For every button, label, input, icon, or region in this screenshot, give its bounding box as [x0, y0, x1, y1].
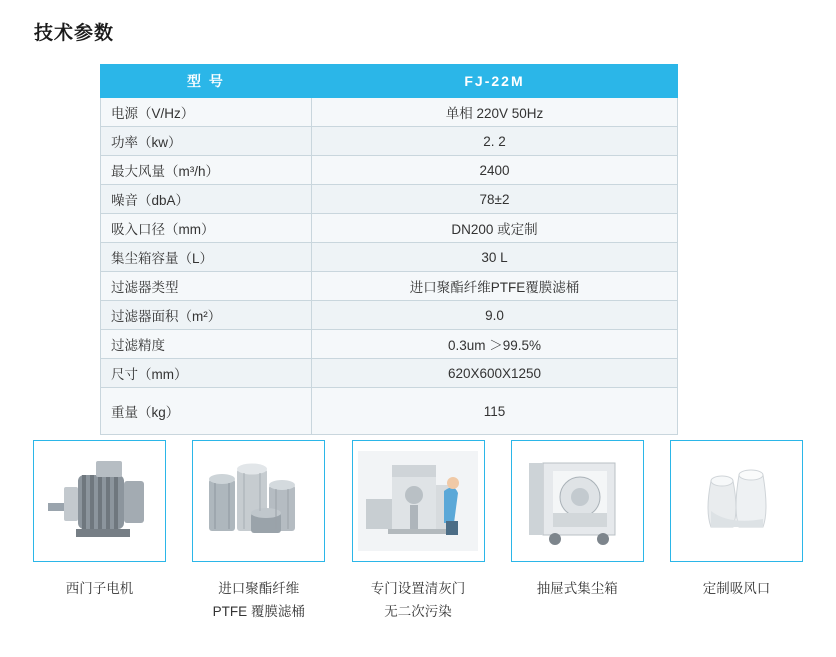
- feature-caption: [703, 578, 771, 601]
- feature-thumbnail: [192, 440, 325, 562]
- row-label: 过滤器面积（m²）: [101, 301, 312, 330]
- row-value: 单相 220V 50Hz: [312, 98, 678, 127]
- row-value: 2400: [312, 156, 678, 185]
- row-label: 吸入口径（mm）: [101, 214, 312, 243]
- row-label: 电源（V/Hz）: [101, 98, 312, 127]
- feature-caption: [537, 578, 618, 601]
- row-value: 0.3um ＞99.5%: [312, 330, 678, 359]
- table-row: [101, 301, 678, 330]
- row-value: 30 L: [312, 243, 678, 272]
- motor-icon: [40, 451, 160, 551]
- table-row: [101, 272, 678, 301]
- feature-thumbnail: [352, 440, 485, 562]
- filter-cartridges-icon: [199, 451, 319, 551]
- table-row: [101, 330, 678, 359]
- page-title: 技术参数: [34, 23, 115, 44]
- table-row: [101, 359, 678, 388]
- cleaning-door-icon: [358, 451, 478, 551]
- feature-item: [347, 440, 490, 624]
- feature-caption: [371, 578, 466, 624]
- row-label: 功率（kw）: [101, 127, 312, 156]
- feature-caption-line1: 进口聚酯纤维: [218, 581, 300, 596]
- feature-caption-line2: 无二次污染: [384, 603, 452, 619]
- row-label: 最大风量（m³/h）: [101, 156, 312, 185]
- feature-caption: [213, 578, 305, 624]
- row-label: 重量（kg）: [101, 388, 312, 435]
- feature-item: [28, 440, 171, 624]
- row-label: 过滤器类型: [101, 272, 312, 301]
- feature-item: [506, 440, 649, 624]
- feature-thumbnail: [33, 440, 166, 562]
- table-row: [101, 243, 678, 272]
- row-label: 集尘箱容量（L）: [101, 243, 312, 272]
- row-value: DN200 或定制: [312, 214, 678, 243]
- feature-caption-line1: 专门设置清灰门: [370, 581, 466, 596]
- table-header-value: FJ-22M: [312, 65, 678, 98]
- row-value: 进口聚酯纤维PTFE覆膜滤桶: [312, 272, 678, 301]
- row-value: 115: [312, 388, 678, 435]
- feature-caption-line1: 定制吸风口: [702, 581, 771, 596]
- row-label: 噪音（dbA）: [101, 185, 312, 214]
- feature-gallery: [0, 440, 836, 624]
- feature-thumbnail: [511, 440, 644, 562]
- feature-caption-line2: PTFE 覆膜滤桶: [212, 603, 305, 619]
- table-header-label: 型 号: [101, 65, 312, 98]
- suction-inlet-icon: [677, 451, 797, 551]
- specifications-table: [100, 64, 678, 435]
- row-value: 9.0: [312, 301, 678, 330]
- feature-thumbnail: [670, 440, 803, 562]
- feature-caption-line1: 抽屉式集尘箱: [536, 581, 618, 596]
- table-row: [101, 98, 678, 127]
- table-row: [101, 156, 678, 185]
- table-row: [101, 388, 678, 435]
- row-value: 78±2: [312, 185, 678, 214]
- feature-caption-line1: 西门子电机: [65, 581, 134, 596]
- feature-item: [187, 440, 330, 624]
- row-label: 尺寸（mm）: [101, 359, 312, 388]
- table-row: [101, 127, 678, 156]
- row-value: 2. 2: [312, 127, 678, 156]
- feature-caption: [66, 578, 134, 601]
- dust-drawer-icon: [517, 451, 637, 551]
- table-row: [101, 185, 678, 214]
- row-value: 620X600X1250: [312, 359, 678, 388]
- table-row: [101, 214, 678, 243]
- row-label: 过滤精度: [101, 330, 312, 359]
- feature-item: [665, 440, 808, 624]
- table-header-row: [101, 65, 678, 98]
